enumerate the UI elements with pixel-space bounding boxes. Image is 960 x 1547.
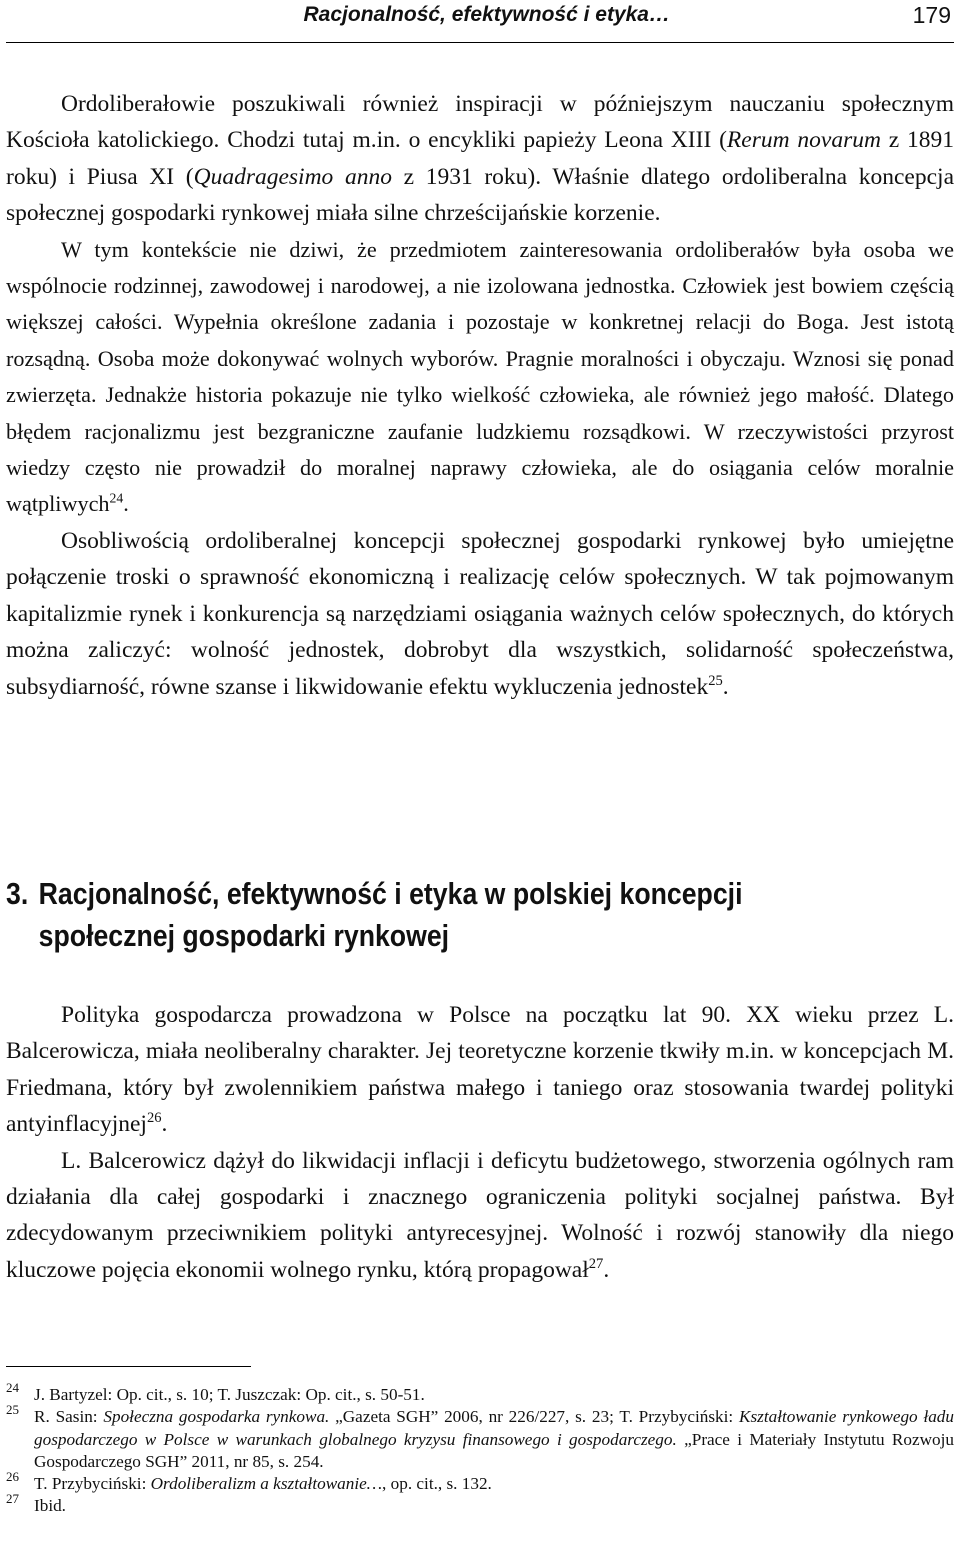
- header-rule: [6, 42, 954, 43]
- section-title-line-2: społecznej gospodarki rynkowej: [38, 918, 450, 953]
- body-text-block-2: [6, 997, 954, 1288]
- paragraph-5: L. Balcerowicz dążył do likwidacji inflacji i deficytu budżetowego, stworzenia ogólnych ram działania dla całej gospodarki i znacznego ograniczenia polityki socjalnej państwa. Był zdecydowanym przeciwnikiem polityki antyrecesyjnej. Wolność i rozwój stanowiły dla niego kluczowe pojęcia ekonomii wolnego rynku, którą propagował$^{27}$.: [6, 1147, 954, 1283]
- footnote-26: 26 T. Przybyciński: Ordoliberalizm a kształtowanie…, op. cit., s. 132.: [6, 1469, 492, 1494]
- footnote-25: 25 R. Sasin: Społeczna gospodarka rynkowa. „Gazeta SGH” 2006, nr 226/227, s. 23; T. Przybyciński: Kształtowanie rynkowego ładu gospodarczego w Polsce w warunkach globalnego kryzysu finansowego i gospodarczego. „Prace i Materiały Instytutu Rozwoju Gospodarczego SGH” 2011, nr 85, s. 254.: [6, 1402, 954, 1471]
- footnote-ref-27: 27: [588, 1256, 604, 1273]
- footnote-27: 27 Ibid.: [6, 1491, 66, 1516]
- section-number: 3.: [6, 876, 29, 911]
- footnote-ref-24: 24: [109, 491, 124, 507]
- paragraph-1: Ordoliberałowie poszukiwali również inspiracji w późniejszym nauczaniu społecznym Kościoła katolickiego. Chodzi tutaj m.in. o encykliki papieży Leona XIII (Rerum novarum z 1891 roku) i Piusa XI (Quadragesimo anno z 1931 roku). Właśnie dlatego ordoliberalna koncepcja społecznej gospodarki rynkowej miała silne chrześcijańskie korzenie.: [6, 91, 954, 227]
- footnotes: [6, 1380, 954, 1518]
- page-number: 179: [912, 2, 951, 28]
- paragraph-3: Osobliwością ordoliberalnej koncepcji społecznej gospodarki rynkowej było umiejętne połączenie troski o sprawność ekonomiczną i realizację celów społecznych. W tak pojmowanym kapitalizmie rynek i konkurencja są narzędziami osiągania ważnych celów społecznych, do których można zaliczyć: wolność jednostek, dobrobyt dla wszystkich, solidarność społeczeństwa, subsydiarność, równe szanse i likwidowanie efektu wykluczenia jednostek$^{25}$.: [6, 527, 954, 700]
- paragraph-2: W tym kontekście nie dziwi, że przedmiotem zainteresowania ordoliberałów była osoba we wspólnocie rodzinnej, zawodowej i narodowej, a nie izolowana jednostka. Człowiek jest bowiem częścią większej całości. Wypełnia określone zadania i pozostaje w konkretnej relacji do Boga. Jest istotą rozsądną. Osoba może dokonywać wolnych wyborów. Pragnie moralności i obyczaju. Wznosi się ponad zwierzęta. Jednakże historia pokazuje nie tylko wielkość człowieka, ale również jego małość. Dlatego błędem racjonalizmu jest bezgraniczne zaufanie ludzkiemu rozsądkowi. W rzeczywistości przyrost wiedzy często nie prowadził do moralnej naprawy człowieka, ale do osiągania celów moralnie wątpliwych$^{24}$.: [6, 236, 954, 517]
- running-header-title: Racjonalność, efektywność i etyka…: [303, 3, 670, 26]
- section-heading: [6, 873, 821, 957]
- footnote-ref-25: 25: [708, 672, 723, 689]
- body-text-block-1: [6, 86, 954, 705]
- footnote-rule: [6, 1366, 251, 1367]
- paragraph-4: Polityka gospodarcza prowadzona w Polsce na początku lat 90. XX wieku przez L. Balcerowicza, miała neoliberalny charakter. Jej teoretyczne korzenie tkwiły m.in. w koncepcjach M. Friedmana, który był zwolennikiem państwa małego i taniego oraz stosowania twardej polityki antyinflacyjnej$^{26}$.: [6, 1002, 954, 1138]
- footnote-ref-26: 26: [146, 1110, 162, 1127]
- running-header: [0, 0, 960, 46]
- section-title-line-1: Racjonalność, efektywność i etyka w polskiej koncepcji: [38, 876, 743, 911]
- footnote-24: 24 J. Bartyzel: Op. cit., s. 10; T. Juszczak: Op. cit., s. 50-51.: [6, 1380, 425, 1404]
